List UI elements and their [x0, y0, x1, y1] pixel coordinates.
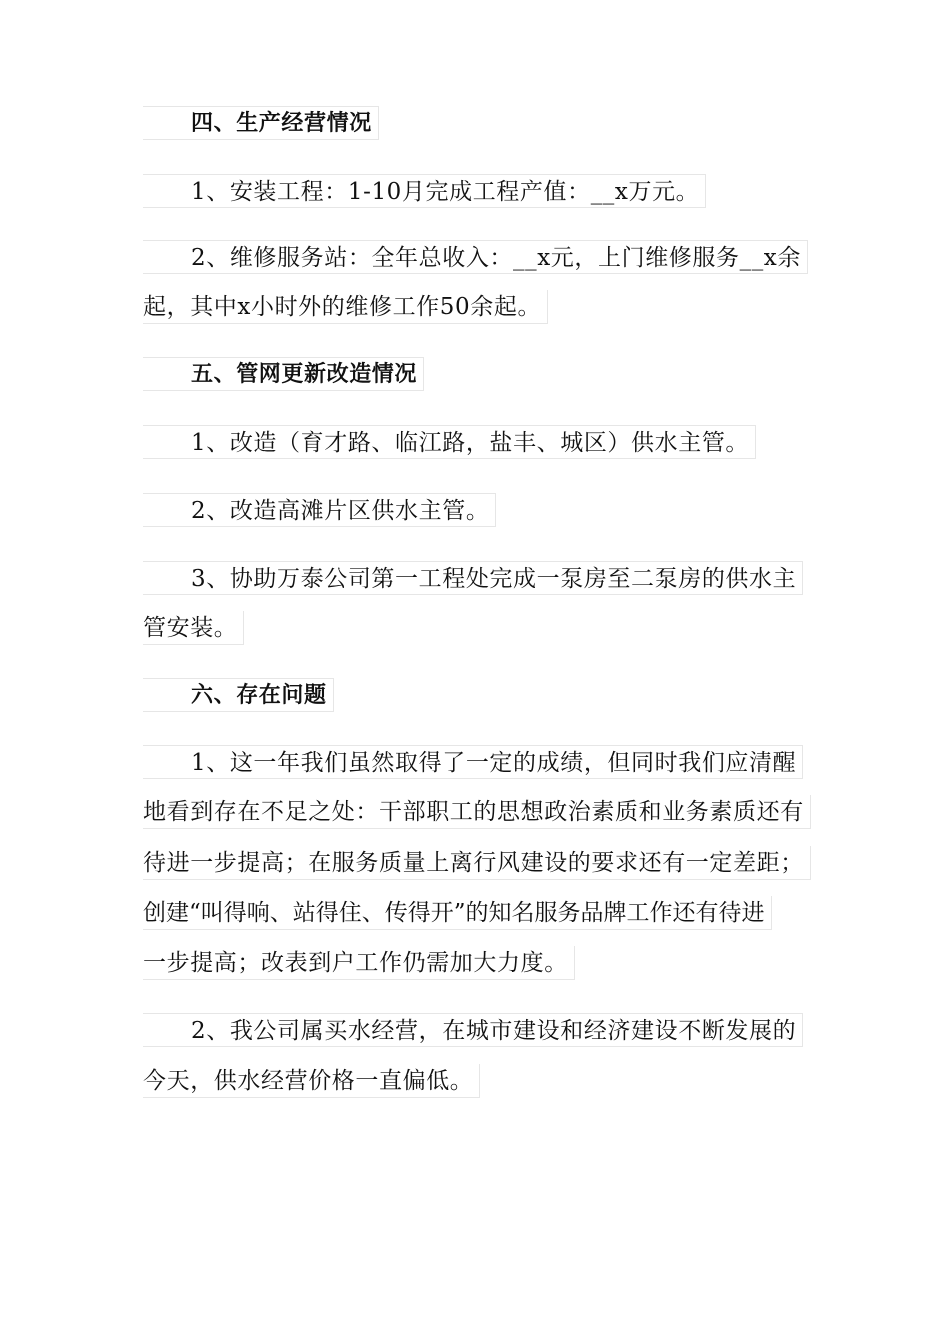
- paragraph-line: 2、改造高滩片区供水主管。: [143, 493, 496, 527]
- section-heading: 四、生产经营情况: [143, 106, 379, 140]
- paragraph-line: 起，其中x小时外的维修工作50余起。: [143, 290, 548, 324]
- paragraph-line: 一步提高；改表到户工作仍需加大力度。: [143, 946, 575, 980]
- section-heading: 五、管网更新改造情况: [143, 357, 424, 391]
- paragraph-line: 3、协助万泰公司第一工程处完成一泵房至二泵房的供水主: [143, 561, 803, 595]
- paragraph-line: 创建“叫得响、站得住、传得开”的知名服务品牌工作还有待进: [143, 896, 772, 930]
- paragraph-line: 今天，供水经营价格一直偏低。: [143, 1064, 480, 1098]
- paragraph-line: 1、安装工程：1-10月完成工程产值：__x万元。: [143, 174, 706, 208]
- paragraph-line: 2、我公司属买水经营，在城市建设和经济建设不断发展的: [143, 1013, 803, 1047]
- paragraph-line: 管安装。: [143, 611, 244, 645]
- paragraph-line: 地看到存在不足之处：干部职工的思想政治素质和业务素质还有: [143, 795, 811, 829]
- paragraph-line: 2、维修服务站：全年总收入：__x元，上门维修服务__x余: [143, 240, 808, 274]
- paragraph-line: 待进一步提高；在服务质量上离行风建设的要求还有一定差距；: [143, 846, 811, 880]
- section-heading: 六、存在问题: [143, 678, 334, 712]
- paragraph-line: 1、这一年我们虽然取得了一定的成绩，但同时我们应清醒: [143, 745, 803, 779]
- paragraph-line: 1、改造（育才路、临江路，盐丰、城区）供水主管。: [143, 425, 756, 459]
